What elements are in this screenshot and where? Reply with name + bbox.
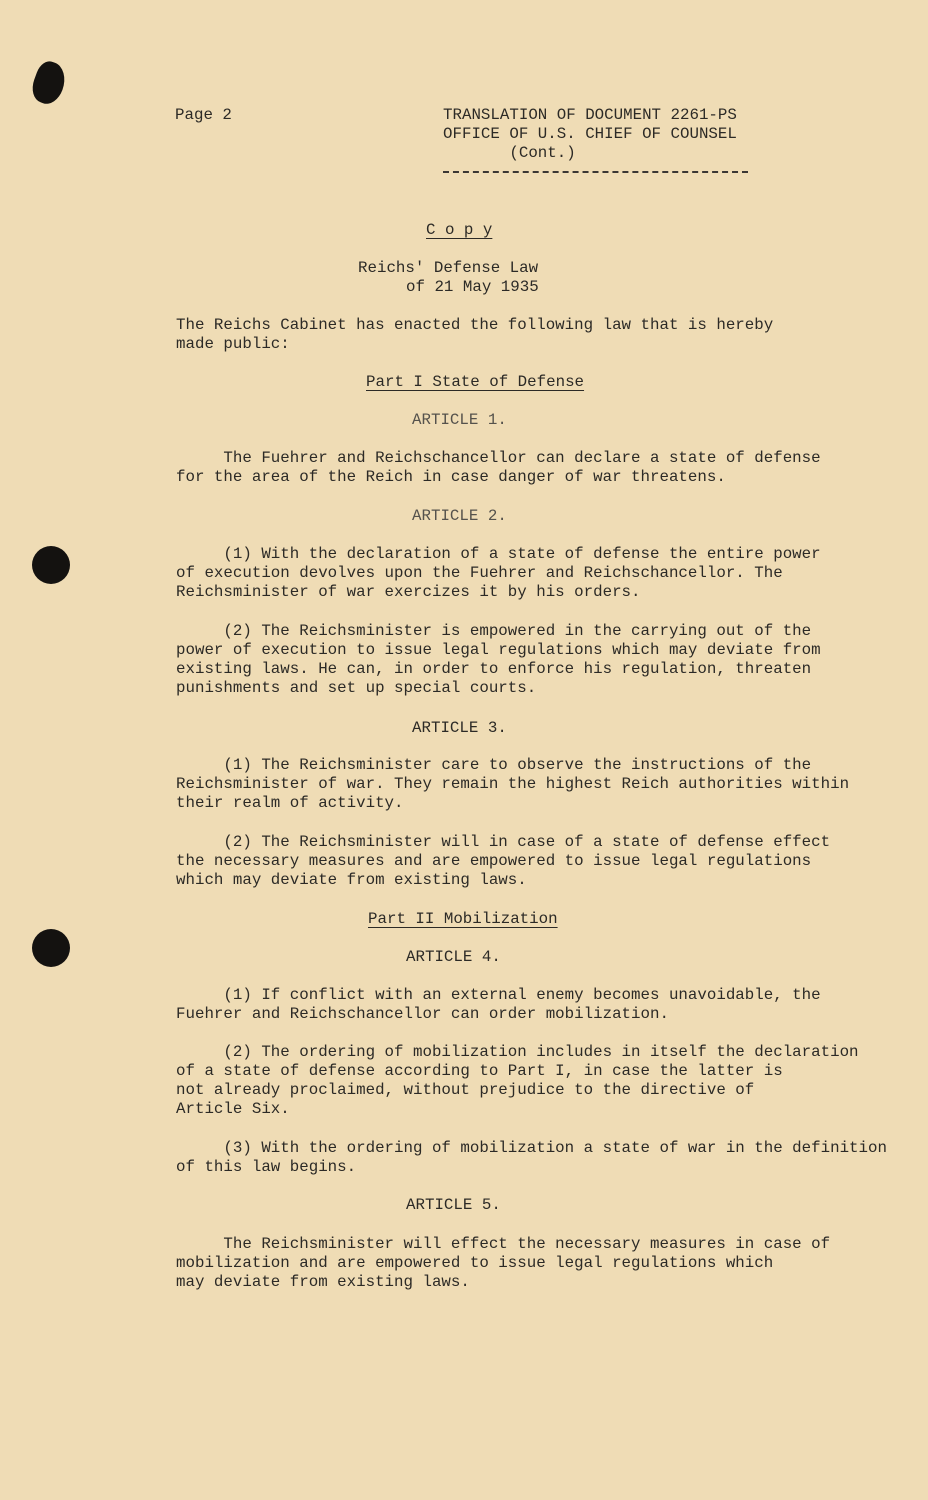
page-number: Page 2 xyxy=(175,106,232,124)
article-3-heading: ARTICLE 3. xyxy=(412,719,507,737)
article-2-para-1: (1) With the declaration of a state of defense the entire power of execution devolves upon the Fuehrer and Reichschancellor. The Reichsminister of war exercizes it by his orders. xyxy=(176,545,821,602)
article-2-heading: ARTICLE 2. xyxy=(412,507,507,525)
article-4-para-1: (1) If conflict with an external enemy becomes unavoidable, the Fuehrer and Reichschancellor can order mobilization. xyxy=(176,986,821,1024)
header-divider xyxy=(443,171,748,173)
paper-clip-mark xyxy=(28,58,71,108)
article-4-para-3: (3) With the ordering of mobilization a state of war in the definition of this law begins. xyxy=(176,1139,887,1177)
document-header: TRANSLATION OF DOCUMENT 2261-PS OFFICE OF U.S. CHIEF OF COUNSEL (Cont.) xyxy=(443,106,737,163)
copy-label: C o p y xyxy=(426,221,493,239)
article-3-para-2: (2) The Reichsminister will in case of a state of defense effect the necessary measures and are empowered to issue legal regulations which may deviate from existing laws. xyxy=(176,833,831,890)
article-1-heading: ARTICLE 1. xyxy=(412,411,507,429)
article-3-para-1: (1) The Reichsminister care to observe the instructions of the Reichsminister of war. They remain the highest Reich authorities within their realm of activity. xyxy=(176,756,850,813)
punch-hole-bottom xyxy=(32,929,70,967)
law-title: Reichs' Defense Law xyxy=(358,259,539,277)
article-5-text: The Reichsminister will effect the necessary measures in case of mobilization and are empowered to issue legal regulations which may deviate from existing laws. xyxy=(176,1235,831,1292)
article-4-para-2: (2) The ordering of mobilization includes in itself the declaration of a state of defense according to Part I, in case the latter is not already proclaimed, without prejudice to the directive of Article Six. xyxy=(176,1043,859,1119)
law-date: of 21 May 1935 xyxy=(406,278,539,296)
punch-hole-top xyxy=(32,546,70,584)
preamble: The Reichs Cabinet has enacted the following law that is hereby made public: xyxy=(176,316,774,354)
part-2-heading: Part II Mobilization xyxy=(368,910,558,928)
article-2-para-2: (2) The Reichsminister is empowered in the carrying out of the power of execution to issue legal regulations which may deviate from existing laws. He can, in order to enforce his regulation, threaten punishments and set up special courts. xyxy=(176,622,821,698)
article-4-heading: ARTICLE 4. xyxy=(406,948,501,966)
article-1-text: The Fuehrer and Reichschancellor can declare a state of defense for the area of the Reich in case danger of war threatens. xyxy=(176,449,821,487)
article-5-heading: ARTICLE 5. xyxy=(406,1196,501,1214)
part-1-heading: Part I State of Defense xyxy=(366,373,585,391)
